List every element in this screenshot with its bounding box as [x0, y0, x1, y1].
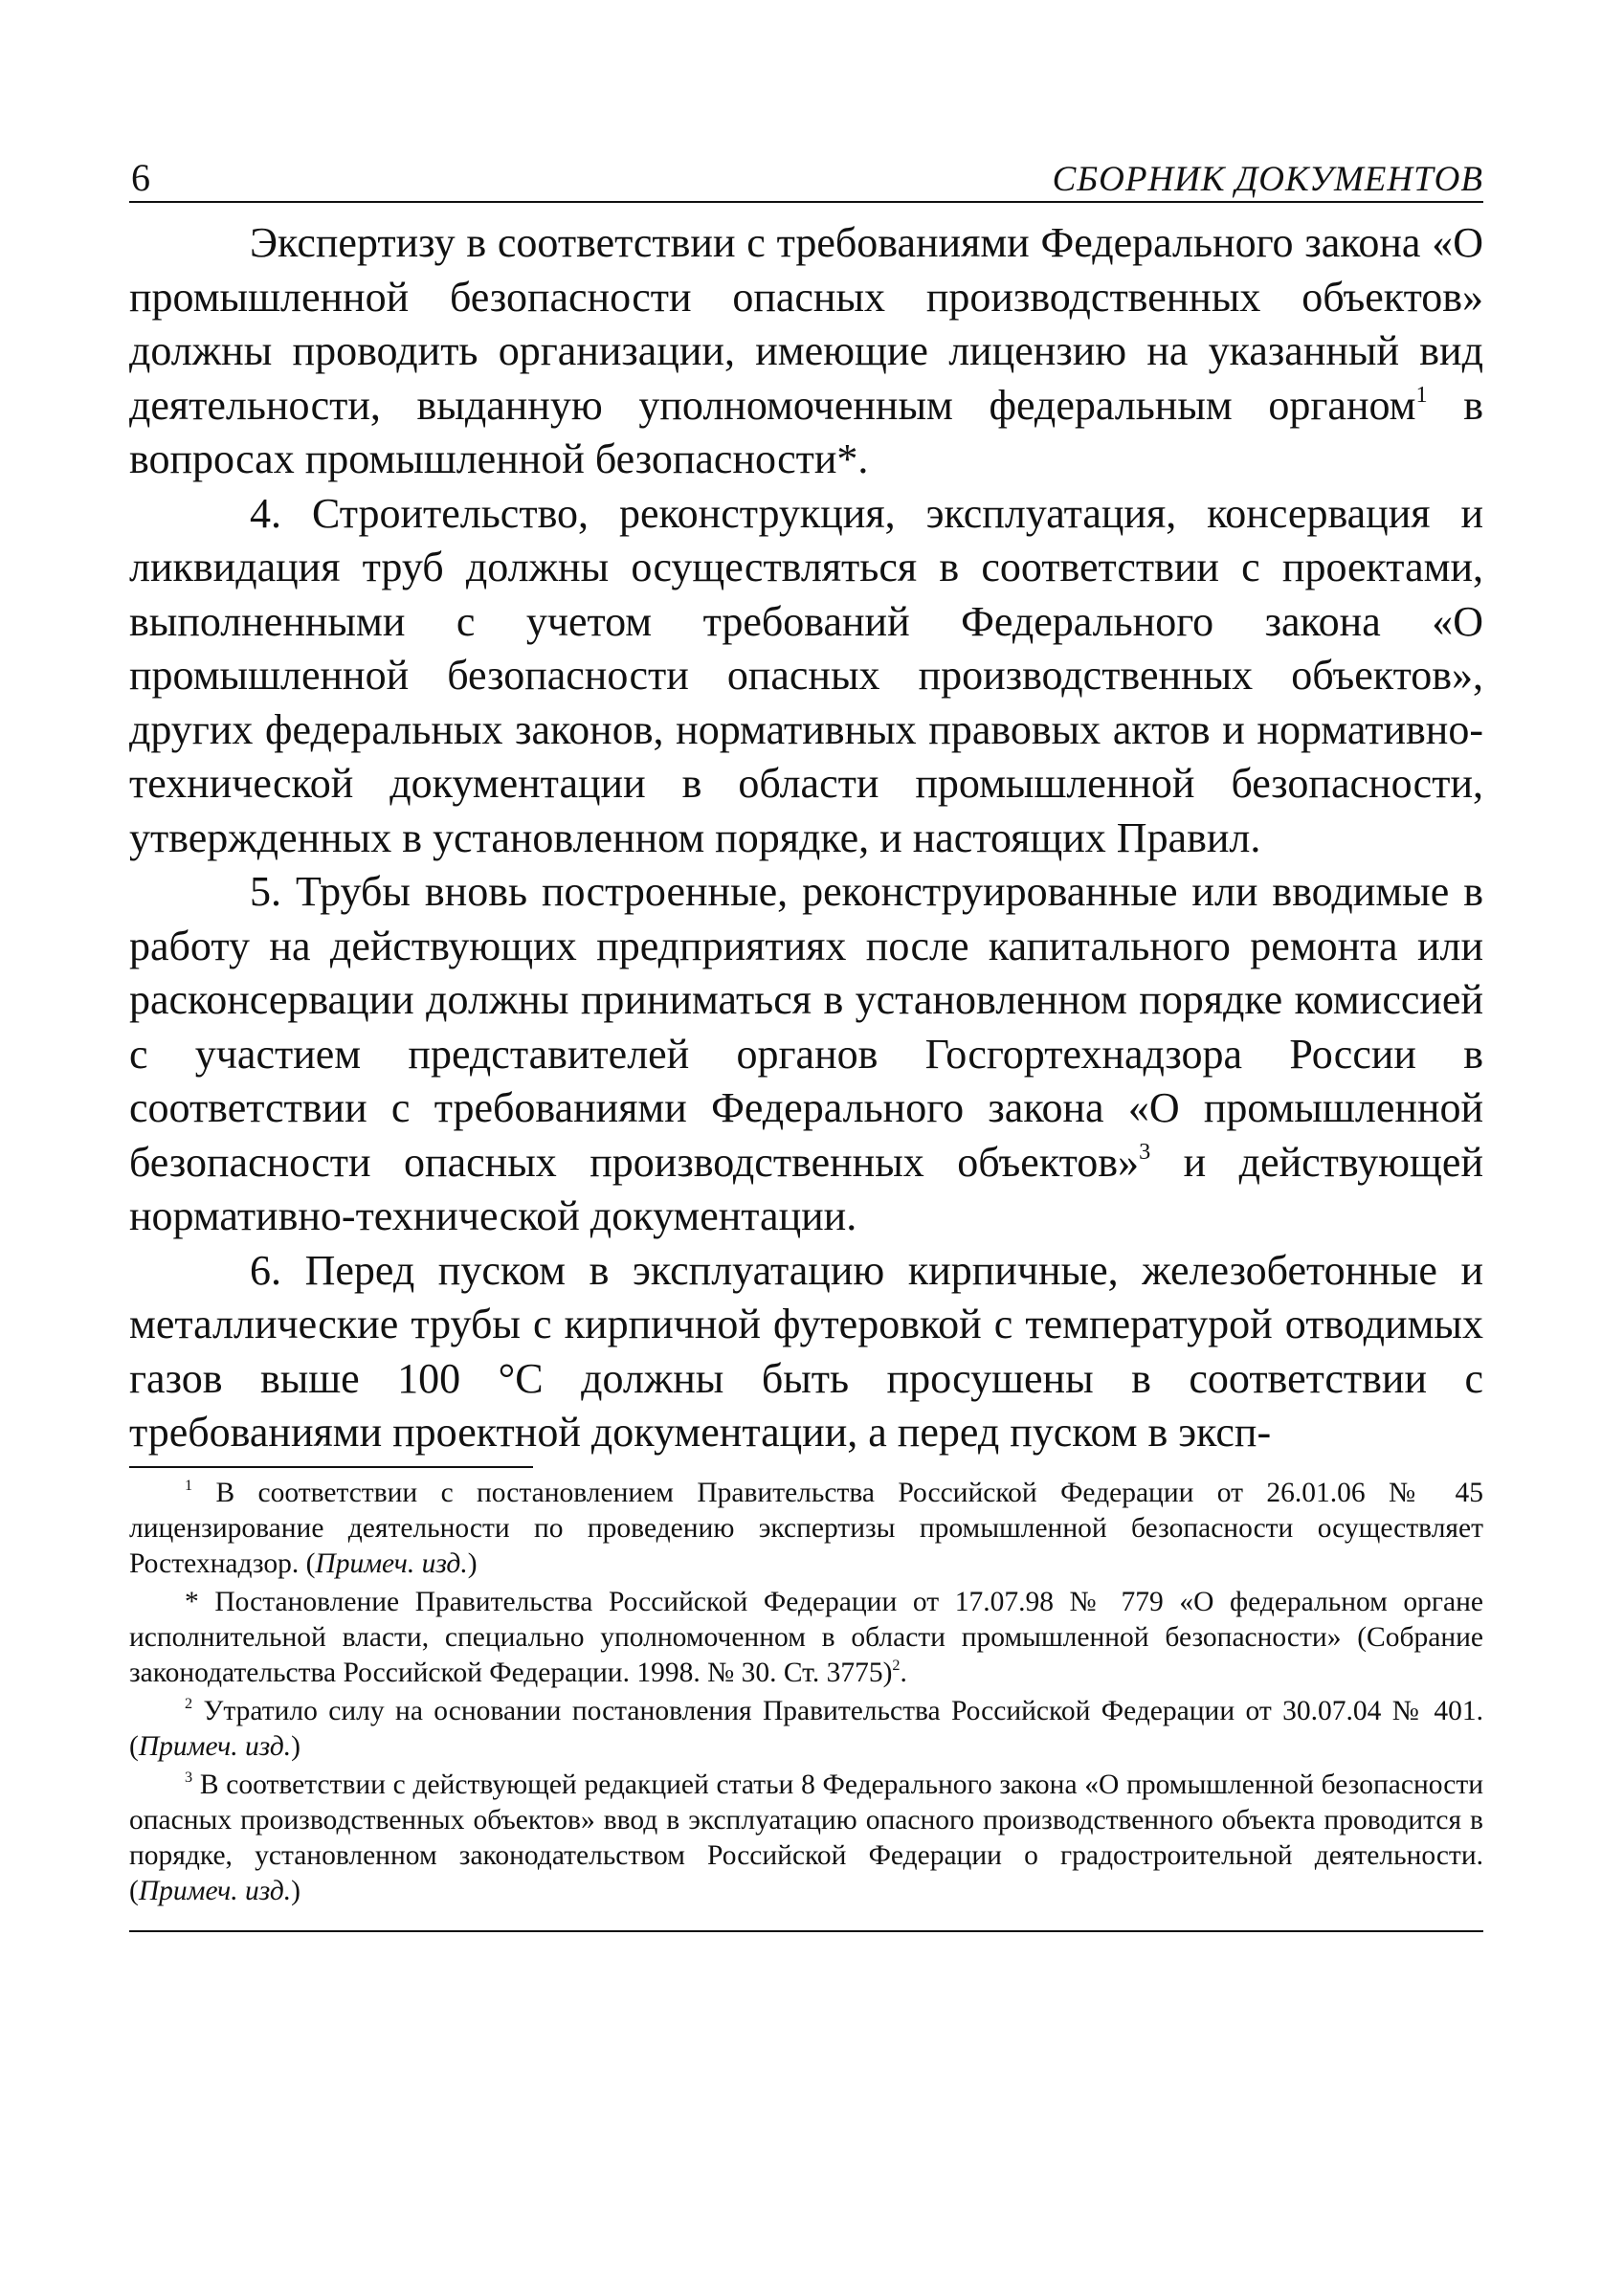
footnote-mark: 3: [185, 1768, 193, 1786]
footnote-2: [129, 1694, 1483, 1765]
footnotes: [129, 1476, 1483, 1909]
paragraph-5: [129, 865, 1483, 1244]
paragraph-text: Экспертизу в соответствии с требованиями Федерального закона «О промышленной безопасности опасных производственных объектов» должны проводить организации, имеющие лицензию на указанный вид деятельности, выданную уполномоченным федеральным органом: [129, 219, 1483, 429]
footnote-text: Утратило силу на основании постановления Правительства Российской Федерации от 30.07.04 № 401. (: [129, 1695, 1483, 1762]
publisher-note: Примеч. изд.: [138, 1730, 292, 1762]
footnote-ref-3: 3: [1139, 1138, 1151, 1165]
page-number: 6: [131, 156, 150, 199]
footnote-1: [129, 1476, 1483, 1582]
bottom-rule: [129, 1930, 1483, 1932]
footnote-mark: 1: [185, 1476, 193, 1494]
paragraph-4: 4. Строительство, реконструкция, эксплуатация, консервация и ликвидация труб должны осуществляться в соответствии с проектами, выполненными с учетом требований Федерального закона «О промышленной безопасности опасных производственных объектов», других федеральных законов, нормативных правовых актов и нормативно-технической документации в области промышленной безопасности, утвержденных в установленном порядке, и настоящих Правил.: [129, 489, 1483, 861]
footnote-mark: 2: [185, 1694, 193, 1712]
running-title: СБОРНИК ДОКУМЕНТОВ: [1052, 160, 1483, 199]
document-page: [129, 144, 1483, 1932]
footnote-close: ): [467, 1547, 478, 1579]
paragraph-text-cont: и действующей нормативно-технической документации.: [129, 1138, 1483, 1239]
publisher-note: Примеч. изд.: [315, 1547, 468, 1579]
footnote-ref-2: 2: [892, 1656, 901, 1674]
footnote-ref-1: 1: [1415, 381, 1428, 408]
footnote-close: .: [900, 1657, 907, 1688]
footnote-star: [129, 1585, 1483, 1691]
footnote-separator: [129, 1466, 533, 1468]
footnote-3: [129, 1768, 1483, 1909]
footnote-close: ): [291, 1875, 300, 1906]
footnote-close: ): [291, 1730, 300, 1762]
paragraph-text-cont: в вопросах промышленной безопасности*.: [129, 381, 1483, 482]
footnote-text: * Постановление Правительства Российской Федерации от 17.07.98 № 779 «О федеральном органе исполнительной власти, специально уполномоченном в области промышленной безопасности» (Собрание законодательства Российской Федерации. 1998. № 30. Ст. 3775): [129, 1586, 1483, 1688]
footnote-text: В соответствии с постановлением Правительства Российской Федерации от 26.01.06 № 45 лицензирование деятельности по проведению экспертизы промышленной безопасности осуществляет Ростехнадзор. (: [129, 1477, 1483, 1579]
publisher-note: Примеч. изд.: [138, 1875, 292, 1906]
main-text: [129, 216, 1483, 1460]
footnote-text: В соответствии с действующей редакцией статьи 8 Федерального закона «О промышленной безопасности опасных производственных объектов» ввод в эксплуатацию опасного производственного объекта проводится в порядке, установленном законодательством Российской Федерации о градостроительной деятельности. (: [129, 1769, 1483, 1906]
running-header: [129, 144, 1483, 203]
paragraph-6: 6. Перед пуском в эксплуатацию кирпичные, железобетонные и металлические трубы с кирпичной футеровкой с температурой отводимых газов выше 100 °С должны быть просушены в соответствии с требованиями проектной документации, а перед пуском в эксп-: [129, 1246, 1483, 1456]
paragraph-expertise: [129, 216, 1483, 487]
paragraph-text: 5. Трубы вновь построенные, реконструированные или вводимые в работу на действующих предприятиях после капитального ремонта или расконсервации должны приниматься в установленном порядке комиссией с участием представителей органов Госгортехнадзора России в соответствии с требованиями Федерального закона «О промышленной безопасности опасных производственных объектов»: [129, 868, 1483, 1186]
